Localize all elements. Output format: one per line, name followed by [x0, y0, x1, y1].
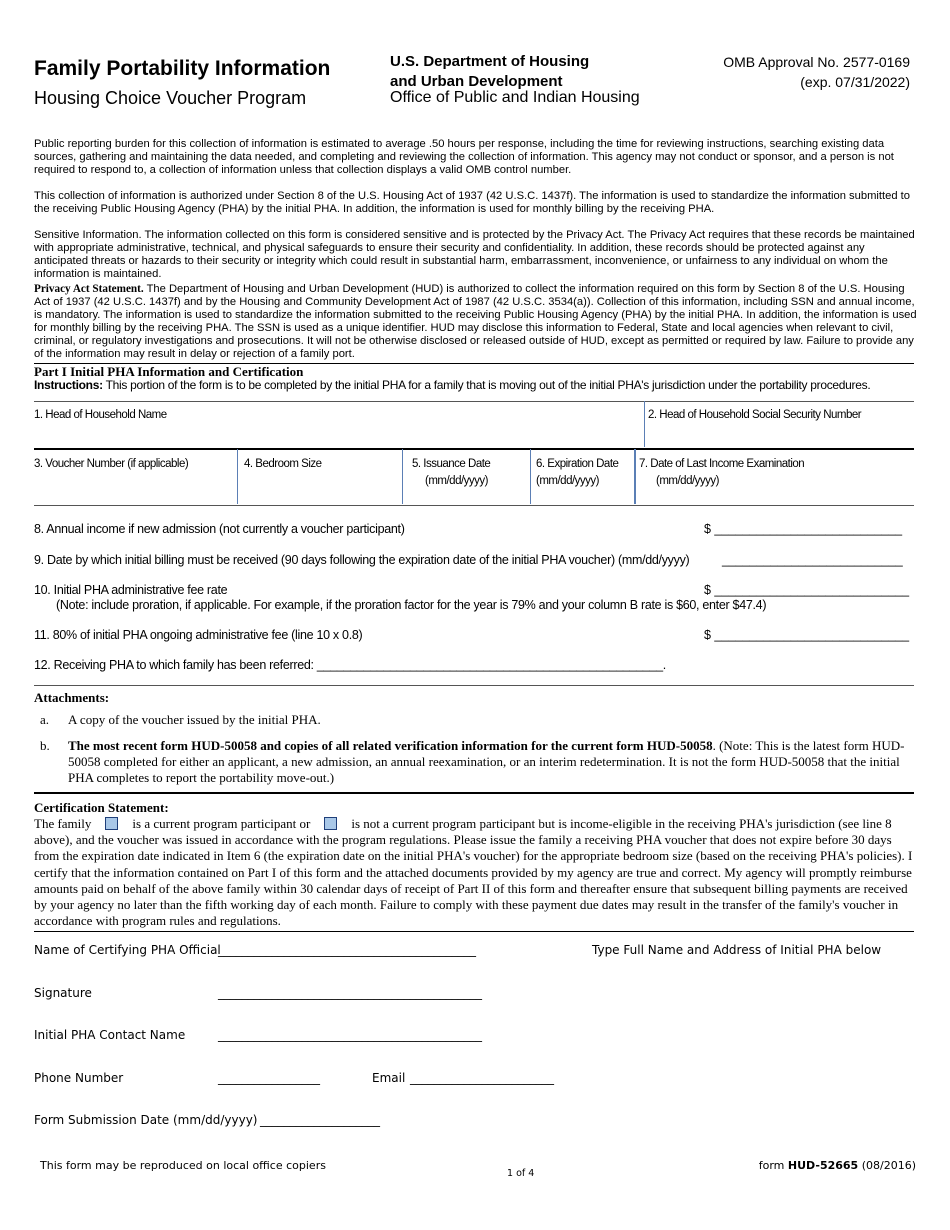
- line-8-input[interactable]: $ ___________________________: [704, 522, 903, 536]
- submission-date-label: Form Submission Date (mm/dd/yyyy): [34, 1113, 258, 1127]
- certifying-official-label: Name of Certifying PHA Official: [34, 943, 221, 957]
- not-current-participant-checkbox[interactable]: [324, 817, 337, 830]
- divider: [237, 449, 238, 504]
- burden-statement: Public reporting burden for this collection of information is estimated to average .50 hours per response, including the time for reviewing instructions, searching existing data sources, gathering and maintaining the data needed, and completing and reviewing the collection of information. This agency may not conduct or sponsor, and a person is not required to respond to, a collection of information unless that collection displays a valid OMB control number.: [34, 138, 894, 176]
- divider: [34, 401, 914, 402]
- line-10-label: 10. Initial PHA administrative fee rate: [34, 583, 228, 597]
- line-12-label[interactable]: 12. Receiving PHA to which family has been referred: ____________________________________________________.: [34, 658, 666, 672]
- privacy-act-statement: [34, 283, 918, 361]
- page-number: 1 of 4: [507, 1168, 535, 1179]
- last-income-exam-date-field[interactable]: 7. Date of Last Income Examination: [639, 458, 805, 470]
- signature-input[interactable]: ____________________________________________: [218, 986, 482, 1000]
- issuance-date-format: (mm/dd/yyyy): [425, 475, 488, 487]
- last-income-exam-date-format: (mm/dd/yyyy): [656, 475, 719, 487]
- cert-text-1: The family: [34, 816, 92, 831]
- line-9-input[interactable]: __________________________: [722, 553, 903, 567]
- omb-expiration: (exp. 07/31/2022): [800, 74, 910, 90]
- divider: [34, 448, 914, 450]
- attachment-b: [40, 738, 920, 788]
- form-date: (08/2016): [858, 1159, 916, 1172]
- attachment-a: [40, 712, 920, 732]
- attachment-a-letter: a.: [40, 712, 50, 727]
- instructions-label: Instructions:: [34, 378, 103, 392]
- certification-heading: Certification Statement:: [34, 800, 169, 815]
- divider: [34, 931, 914, 932]
- divider: [34, 792, 914, 794]
- footer-reproduction-note: This form may be reproduced on local office copiers: [40, 1159, 326, 1172]
- contact-name-label: Initial PHA Contact Name: [34, 1028, 186, 1042]
- sensitive-info-statement: Sensitive Information. The information collected on this form is considered sensitive and is protected by the Privacy Act. The Privacy Act requires that these records be maintained with appropriate administrative, technical, and physical safeguards to ensure their security and confidentiality. In addition, these records should be protected against any anticipated threats or hazards to their security or integrity which could result in substantial harm, embarrassment, inconvenience, or unfairness to any individual on whom the information is maintained.: [34, 229, 915, 280]
- form-subtitle: Housing Choice Voucher Program: [34, 88, 307, 108]
- bedroom-size-field[interactable]: 4. Bedroom Size: [244, 458, 322, 470]
- office-name: Office of Public and Indian Housing: [390, 89, 640, 106]
- cert-text-2: is a current program participant or: [132, 816, 311, 831]
- line-9-label: 9. Date by which initial billing must be received (90 days following the expiration date of the initial PHA voucher) (mm/dd/yyyy): [34, 553, 690, 567]
- email-input[interactable]: ________________________: [410, 1071, 554, 1085]
- phone-number-input[interactable]: _________________: [218, 1071, 320, 1085]
- part1-instructions: [34, 378, 870, 392]
- issuance-date-field[interactable]: 5. Issuance Date: [412, 458, 491, 470]
- attachment-b-body: [68, 738, 916, 786]
- form-id: HUD-52665: [787, 1159, 859, 1172]
- attachment-b-letter: b.: [40, 738, 50, 753]
- expiration-date-field[interactable]: 6. Expiration Date: [536, 458, 619, 470]
- line-11-label: 11. 80% of initial PHA ongoing administrative fee (line 10 x 0.8): [34, 628, 363, 642]
- initial-pha-address-label: Type Full Name and Address of Initial PHA below: [592, 943, 882, 957]
- attachment-b-bold: The most recent form HUD-50058 and copies of all related verification information for the current form HUD-50058: [68, 738, 713, 753]
- contact-name-input[interactable]: ____________________________________________: [218, 1028, 482, 1042]
- part1-title: Part I Initial PHA Information and Certification: [34, 364, 304, 379]
- form-title: Family Portability Information: [34, 57, 331, 80]
- certifying-official-input[interactable]: ___________________________________________: [218, 943, 476, 957]
- line-8-label: 8. Annual income if new admission (not currently a voucher participant): [34, 522, 405, 536]
- certification-statement: [34, 816, 916, 929]
- omb-approval: OMB Approval No. 2577-0169: [723, 54, 910, 70]
- attachment-a-text: A copy of the voucher issued by the initial PHA.: [68, 712, 321, 727]
- form-prefix: form: [758, 1159, 788, 1172]
- divider: [634, 449, 636, 504]
- attachment-b-text: . (Note: This is the latest form HUD-50058 completed for either an applicant, a new admission, an annual reexamination, or an interim redetermination. It is not the form HUD-50058 that the initial PHA completes to report the portability move-out.): [68, 738, 905, 785]
- divider: [402, 449, 403, 504]
- voucher-number-field[interactable]: 3. Voucher Number (if applicable): [34, 458, 189, 470]
- divider: [644, 401, 645, 447]
- department-line-1: U.S. Department of Housing: [390, 53, 590, 70]
- head-of-household-ssn-field[interactable]: 2. Head of Household Social Security Number: [648, 409, 862, 421]
- submission-date-input[interactable]: ____________________: [260, 1113, 380, 1127]
- department-line-2: and Urban Development: [390, 73, 563, 90]
- form-number: [759, 1159, 916, 1172]
- instructions-text: This portion of the form is to be completed by the initial PHA for a family that is moving out of the initial PHA's jurisdiction under the portability procedures.: [102, 378, 871, 392]
- divider: [34, 505, 914, 506]
- divider: [530, 449, 531, 504]
- attachments-heading: Attachments:: [34, 690, 110, 705]
- head-of-household-name-field[interactable]: 1. Head of Household Name: [34, 409, 167, 421]
- line-10-note: (Note: include proration, if applicable. For example, if the proration factor for the year is 79% and your column B rate is $60, enter $47.4): [56, 598, 767, 612]
- privacy-act-text: The Department of Housing and Urban Development (HUD) is authorized to collect the information required on this form by Section 8 of the U.S. Housing Act of 1937 (42 U.S.C. 1437f) and by the Housing and Community Development Act of 1987 (42 U.S.C. 3534(a)). Collection of this information, including SSN and annual income, is mandatory. The information is used to standardize the information submitted to the receiving Public Housing Agency (PHA) by the initial PHA. In addition, the information is used for monthly billing by the receiving PHA. The SSN is used as a unique identifier. HUD may disclose this information to Federal, State and local agencies when relevant to civil, criminal, or regulatory investigations and prosecutions. It will not be otherwise disclosed or released outside of HUD, except as permitted or required by law. Failure to provide any of the information may result in delay or rejection of a family port.: [34, 283, 917, 360]
- privacy-act-label: Privacy Act Statement.: [34, 283, 144, 295]
- line-11-input[interactable]: $ ____________________________: [704, 628, 910, 642]
- authority-statement: This collection of information is authorized under Section 8 of the U.S. Housing Act of 1937 (42 U.S.C. 1437f). The information is used to standardize the information submitted to the receiving Public Housing Agency (PHA) by the initial PHA. In addition, the information is used for monthly billing by the receiving PHA.: [34, 190, 910, 215]
- phone-number-label: Phone Number: [34, 1071, 124, 1085]
- expiration-date-format: (mm/dd/yyyy): [536, 475, 599, 487]
- current-participant-checkbox[interactable]: [105, 817, 118, 830]
- cert-text-3: is not a current program participant but is income-eligible in the receiving PHA's jurisdiction (see line 8 above), and the voucher was issued in accordance with the program regulations. Please issue the family a receiving PHA voucher that does not expire before 30 days from the expiration date indicated in Item 6 (the expiration date on the initial PHA's voucher) for the appropriate bedroom size (based on the receiving PHA's policies). I certify that the information contained on Part I of this form and the attached documents provided by my agency are true and correct. My agency will promptly reimburse amounts paid on behalf of the above family within 30 calendar days of receipt of Part II of this form and thereafter ensure that subsequent billing payments are received by your agency no later than the fifth working day of each month. Failure to comply with these payment due dates may result in the transfer of the family's voucher in accordance with program rules and regulations.: [34, 816, 913, 929]
- line-10-input[interactable]: $ ____________________________: [704, 583, 910, 597]
- signature-label: Signature: [34, 986, 92, 1000]
- divider: [34, 685, 914, 686]
- email-label: Email: [372, 1071, 406, 1085]
